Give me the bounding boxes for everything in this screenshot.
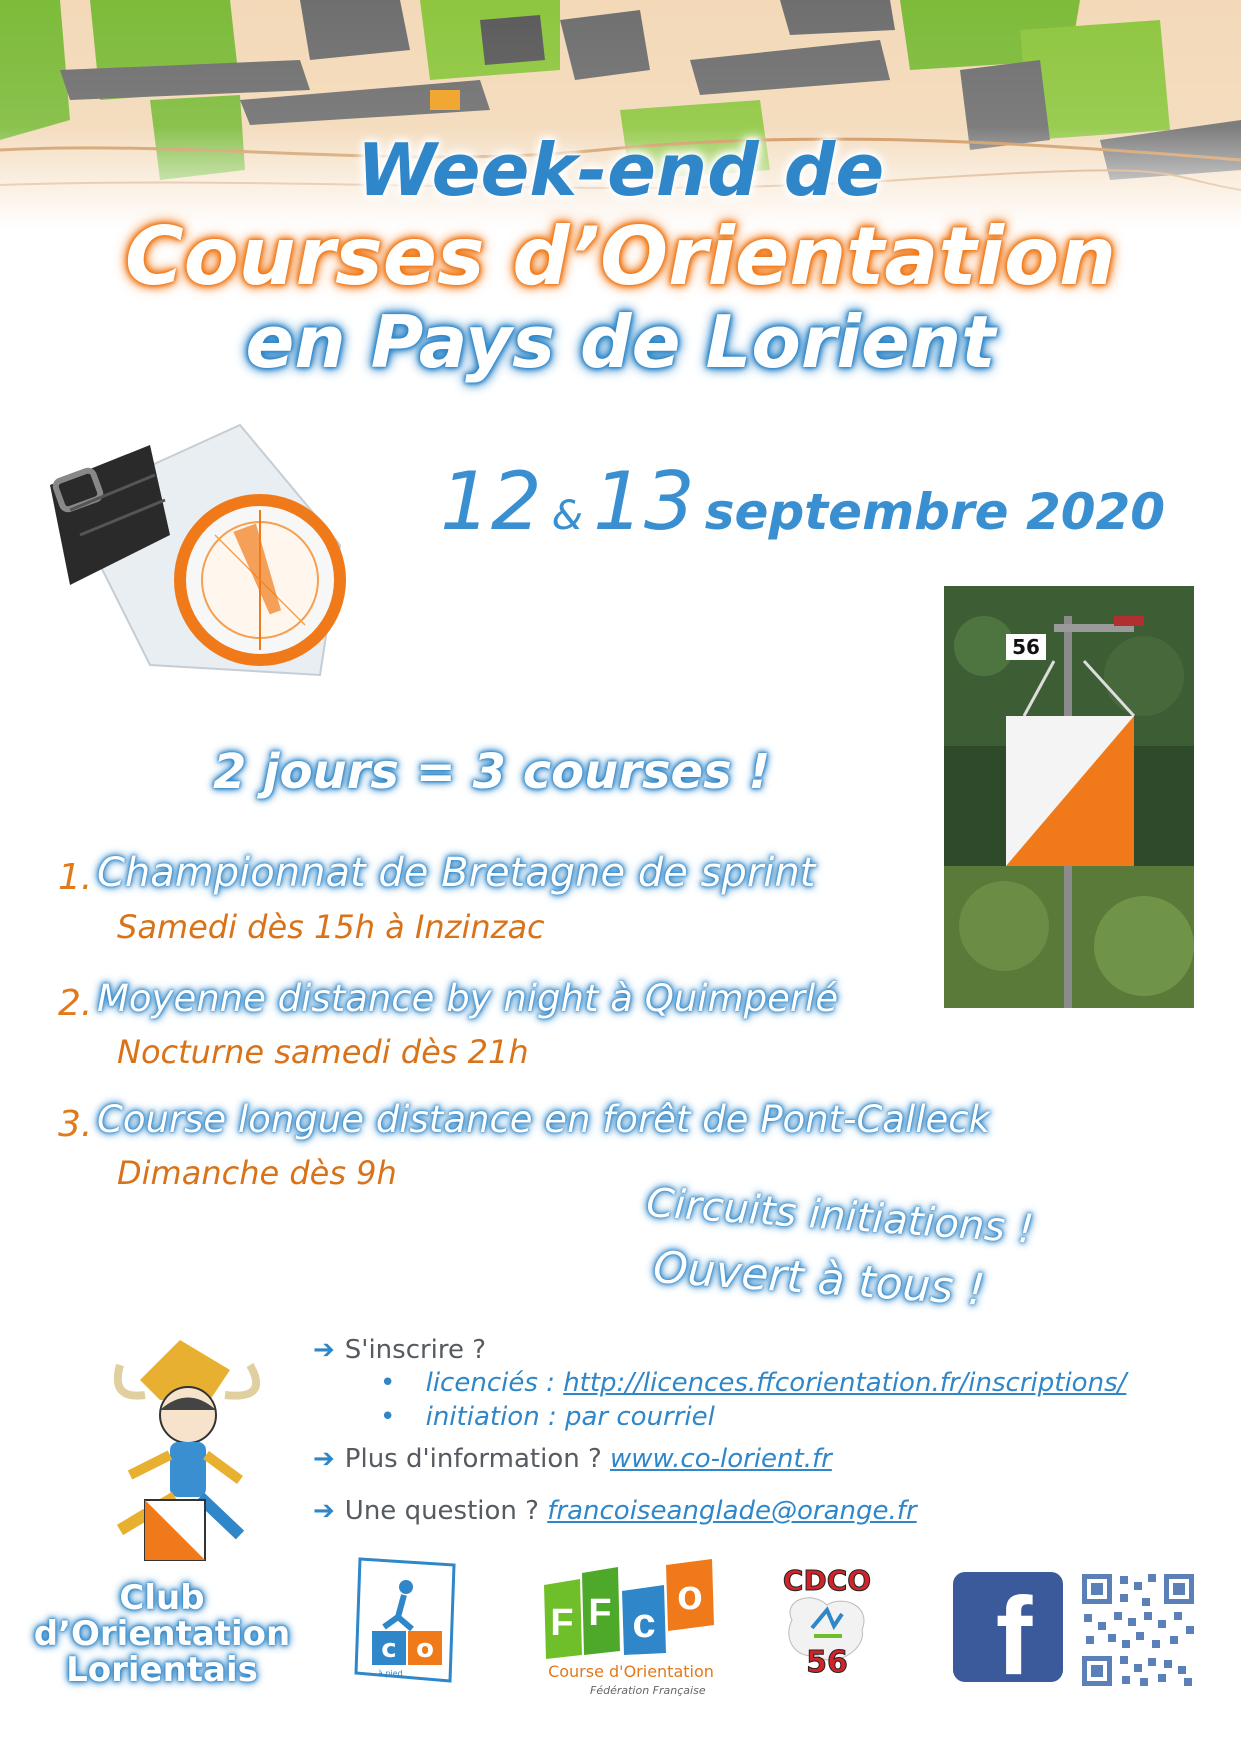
ffco-caption-federation: Fédération Française [590,1684,706,1697]
race-detail-3: Dimanche dès 9h [117,1154,397,1192]
arrow-right-icon: ➔ [313,1335,335,1365]
qr-code-icon [1078,1570,1198,1694]
arrow-right-icon: ➔ [313,1496,335,1526]
email-link[interactable]: francoiseanglade@orange.fr [547,1496,917,1526]
race-name-2: Moyenne distance by night à Quimperlé [97,977,839,1020]
race-detail-2: Nocturne samedi dès 21h [117,1033,529,1071]
co-logo-letter-o: o [416,1634,434,1664]
race-name-1: Championnat de Bretagne de sprint [97,850,816,896]
club-name [22,1580,302,1688]
question-line [313,1496,917,1526]
cdco-number: 56 [806,1645,848,1680]
more-info-label: Plus d'information ? [344,1444,602,1474]
register-line [313,1335,486,1365]
question-label: Une question ? [344,1496,539,1526]
ffco-caption: Course d'Orientation [548,1662,714,1681]
race-name-3: Course longue distance en forêt de Pont-Calleck [97,1098,991,1141]
promo-initiation: Circuits initiations ! [644,1180,1036,1253]
licensed-label: licenciés : [425,1368,555,1398]
ffco-letter-f1: F [550,1602,574,1644]
race-number-2: 2. [58,983,93,1024]
flag-number: 56 [1012,635,1040,659]
ffco-letter-f2: F [588,1592,612,1634]
date-day-1: 12 [440,455,542,548]
website-link[interactable]: www.co-lorient.fr [610,1444,832,1474]
race-number-3: 3. [58,1104,93,1145]
register-label: S'inscrire ? [344,1335,487,1365]
compass-image [40,415,380,715]
headline: 2 jours = 3 courses ! [213,744,771,800]
licensed-registration-link[interactable]: http://licences.ffcorientation.fr/inscriptions/ [563,1368,1127,1398]
club-name-line-2: d’Orientation [33,1614,291,1654]
date-ampersand: & [551,493,583,539]
club-name-line-1: Club [119,1578,205,1618]
bullet-icon: • [380,1368,396,1398]
control-flag-photo [944,586,1194,1008]
licensed-line [380,1368,1126,1398]
cdco-text: CDCO [782,1564,872,1597]
co-logo-sub: à pied [378,1669,403,1678]
ffco-letter-o: o [677,1571,703,1618]
date-month-year: septembre 2020 [704,483,1166,541]
initiation-text: initiation : par courriel [425,1402,715,1432]
initiation-line [380,1402,715,1432]
arrow-right-icon: ➔ [313,1444,335,1474]
event-date [440,455,1165,548]
date-day-2: 13 [593,455,695,548]
club-name-line-3: Lorientais [66,1650,258,1690]
title-line-1: Week-end de [356,128,885,212]
more-info-line [313,1444,832,1474]
facebook-f-glyph: f [995,1575,1063,1682]
co-a-pied-logo [354,1555,464,1689]
promo-open-to-all: Ouvert à tous ! [651,1242,987,1317]
ffco-logo [536,1555,726,1664]
cdco-56-logo [772,1560,882,1689]
club-mascot-image [100,1340,280,1570]
race-number-1: 1. [58,857,93,898]
co-logo-letter-c: c [381,1634,397,1664]
ffco-letter-c: c [632,1599,656,1646]
title-line-2: Courses d’Orientation [125,210,1116,303]
title-line-3: en Pays de Lorient [245,300,996,384]
bullet-icon: • [380,1402,396,1432]
race-detail-1: Samedi dès 15h à Inzinzac [117,908,545,946]
